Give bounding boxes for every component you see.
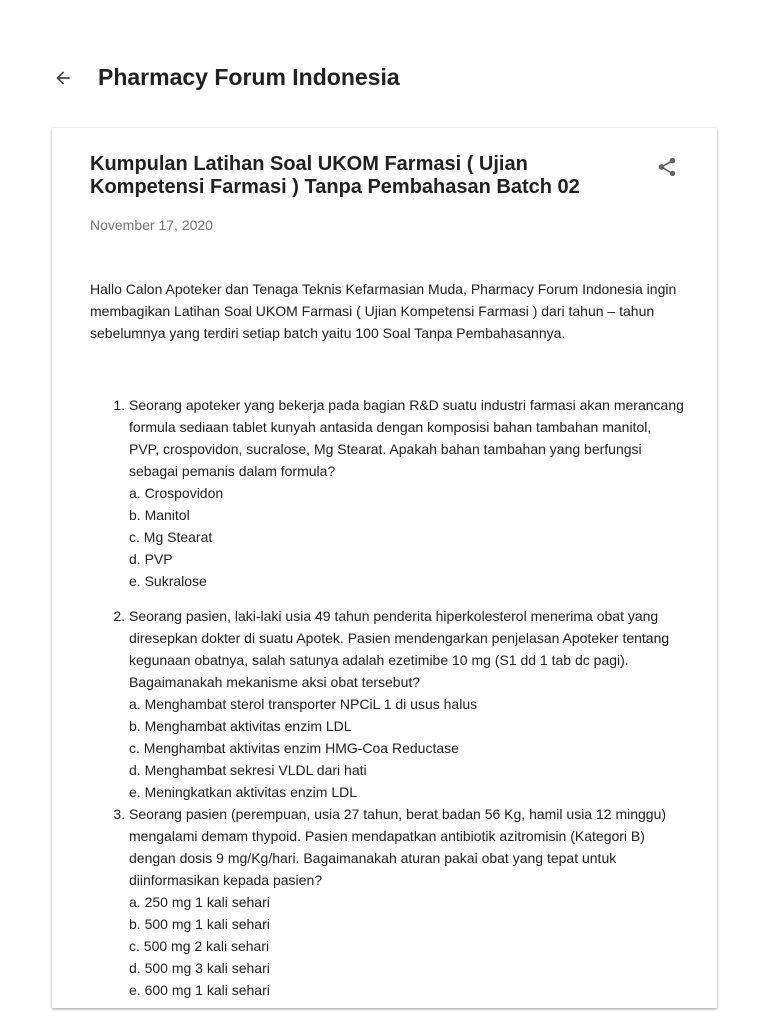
post-date[interactable]: November 17, 2020 <box>90 217 213 233</box>
answer-option: c. Mg Stearat <box>129 529 213 545</box>
answer-option: d. PVP <box>129 551 173 567</box>
post-intro: Hallo Calon Apoteker dan Tenaga Teknis Kefarmasian Muda, Pharmacy Forum Indonesia ingin membagikan Latihan Soal UKOM Farmasi ( Ujian Kompetensi Farmasi ) dari tahun – tahun sebelumnya yang terdiri setiap batch yaitu 100 Soal Tanpa Pembahasannya. <box>90 281 677 341</box>
question-item <box>129 605 685 803</box>
answer-option: b. Manitol <box>129 507 190 523</box>
answer-option: a. 250 mg 1 kali sehari <box>129 894 270 910</box>
answer-option: e. Sukralose <box>129 573 207 589</box>
answer-option: e. Meningkatkan aktivitas enzim LDL <box>129 784 357 800</box>
question-text: Seorang apoteker yang bekerja pada bagian R&D suatu industri farmasi akan merancang formula sediaan tablet kunyah antasida dengan komposisi bahan tambahan manitol, PVP, crospovidon, sucralose, Mg Stearat. Apakah bahan tambahan yang berfungsi sebagai pemanis dalam formula? <box>129 397 684 479</box>
question-item <box>129 803 685 1001</box>
answer-option: b. 500 mg 1 kali sehari <box>129 916 270 932</box>
arrow-back-icon <box>53 68 73 88</box>
answer-option: b. Menghambat aktivitas enzim LDL <box>129 718 352 734</box>
post-title: Kumpulan Latihan Soal UKOM Farmasi ( Ujian Kompetensi Farmasi ) Tanpa Pembahasan Batch 02 <box>90 153 580 198</box>
question-text: Seorang pasien, laki-laki usia 49 tahun penderita hiperkolesterol menerima obat yang diresepkan dokter di suatu Apotek. Pasien mendengarkan penjelasan Apoteker tentang kegunaan obatnya, salah satunya adalah ezetimibe 10 mg (S1 dd 1 tab dc pagi). Bagaimanakah mekanisme aksi obat tersebut? <box>129 608 670 690</box>
answer-option: d. 500 mg 3 kali sehari <box>129 960 270 976</box>
back-button[interactable] <box>48 63 78 93</box>
question-text: Seorang pasien (perempuan, usia 27 tahun, berat badan 56 Kg, hamil usia 12 minggu) mengalami demam thypoid. Pasien mendapatkan antibiotik azitromisin (Kategori B) dengan dosis 9 mg/Kg/hari. Bagaimanakah aturan pakai obat yang tepat untuk diinformasikan kepada pasien? <box>129 806 667 888</box>
answer-option: c. 500 mg 2 kali sehari <box>129 938 270 954</box>
answer-option: c. Menghambat aktivitas enzim HMG-Coa Reductase <box>129 740 459 756</box>
post-card <box>52 128 717 1008</box>
answer-option: e. 600 mg 1 kali sehari <box>129 982 270 998</box>
question-list <box>90 394 685 1001</box>
answer-option: a. Menghambat sterol transporter NPCiL 1 di usus halus <box>129 696 478 712</box>
answer-option: a. Crospovidon <box>129 485 224 501</box>
share-button[interactable] <box>654 154 680 180</box>
answer-option: d. Menghambat sekresi VLDL dari hati <box>129 762 367 778</box>
blog-title[interactable]: Pharmacy Forum Indonesia <box>98 64 400 90</box>
header <box>0 0 768 128</box>
question-item <box>129 394 685 592</box>
share-icon <box>656 156 678 178</box>
